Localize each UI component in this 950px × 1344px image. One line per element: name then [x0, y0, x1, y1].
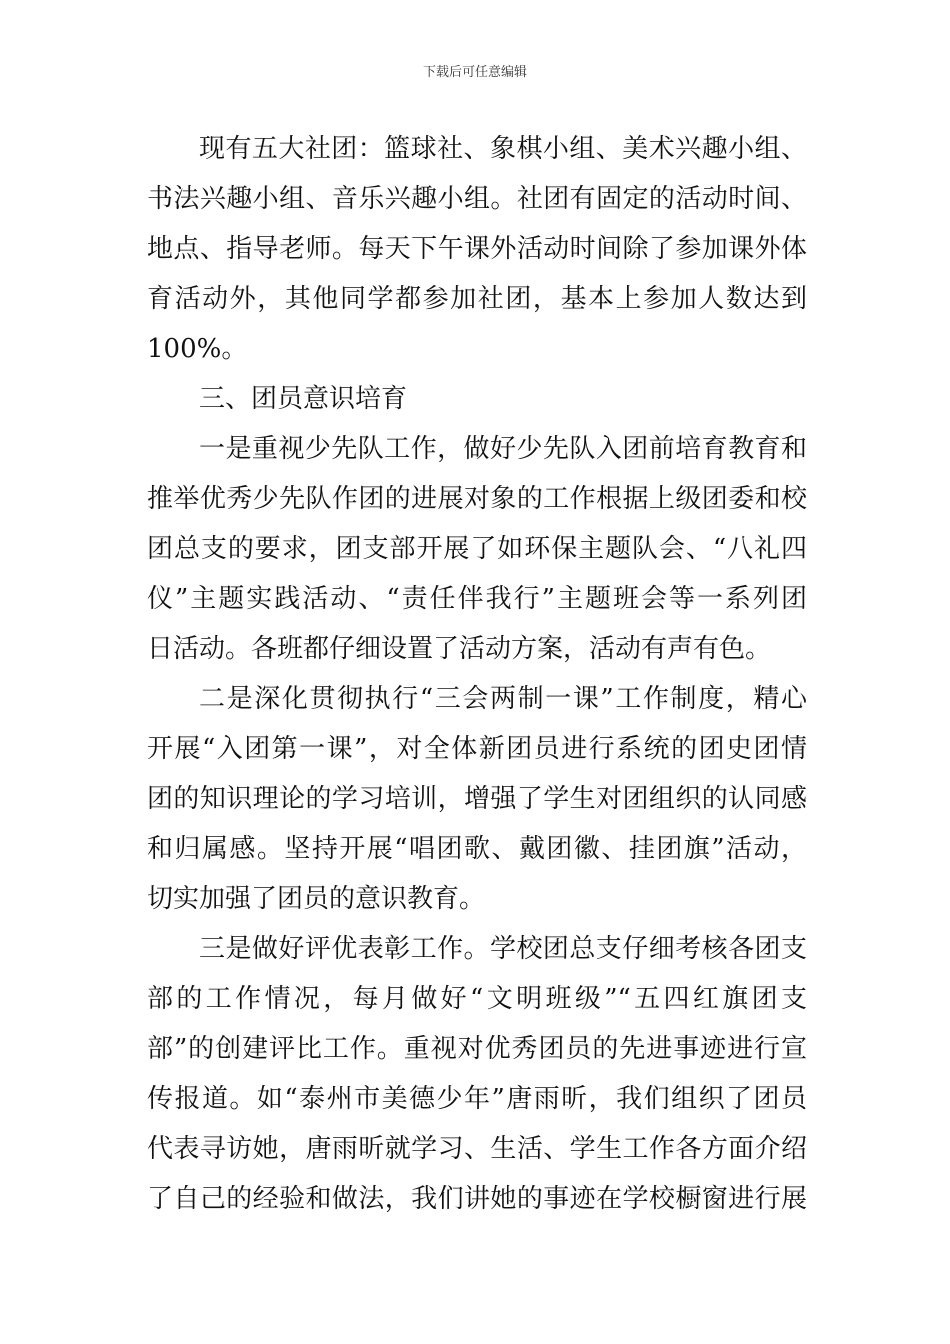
text-line: 100%。: [147, 334, 248, 364]
text-line: 日活动。各班都仔细设置了活动方案，活动有声有色。: [147, 634, 772, 664]
text-line: 一是重视少先队工作，做好少先队入团前培育教育和: [199, 434, 807, 464]
text-line: 三是做好评优表彰工作。学校团总支仔细考核各团支: [199, 934, 807, 964]
text-line: 部”的创建评比工作。重视对优秀团员的先进事迹进行宣: [147, 1034, 807, 1064]
text-line: 仪”主题实践活动、“责任伴我行”主题班会等一系列团: [147, 584, 807, 614]
text-line: 团总支的要求，团支部开展了如环保主题队会、“八礼四: [147, 534, 807, 564]
text-line: 推举优秀少先队作团的进展对象的工作根据上级团委和校: [147, 484, 807, 514]
text-line: 二是深化贯彻执行“三会两制一课”工作制度，精心: [199, 684, 807, 714]
page-header: 下载后可任意编辑: [422, 65, 527, 80]
text-line: 地点、指导老师。每天下午课外活动时间除了参加课外体: [147, 234, 807, 264]
text-line: 三、团员意识培育: [199, 384, 408, 414]
text-line: 代表寻访她，唐雨昕就学习、生活、学生工作各方面介绍: [147, 1134, 807, 1164]
text-line: 了自己的经验和做法，我们讲她的事迹在学校橱窗进行展: [147, 1184, 807, 1214]
text-line: 开展“入团第一课”，对全体新团员进行系统的团史团情: [147, 734, 807, 764]
text-line: 部的工作情况，每月做好“文明班级”“五四红旗团支: [147, 984, 807, 1014]
text-line: 切实加强了团员的意识教育。: [147, 884, 486, 914]
text-line: 书法兴趣小组、音乐兴趣小组。社团有固定的活动时间、: [147, 184, 807, 214]
text-line: 育活动外，其他同学都参加社团，基本上参加人数达到: [147, 284, 807, 314]
document-body: [147, 124, 807, 1224]
text-line: 团的知识理论的学习培训，增强了学生对团组织的认同感: [147, 784, 807, 814]
text-line: 现有五大社团：篮球社、象棋小组、美术兴趣小组、: [199, 134, 807, 164]
text-line: 传报道。如“泰州市美德少年”唐雨昕，我们组织了团员: [147, 1084, 807, 1114]
text-line: 和归属感。坚持开展“唱团歌、戴团徽、挂团旗”活动，: [147, 834, 807, 864]
